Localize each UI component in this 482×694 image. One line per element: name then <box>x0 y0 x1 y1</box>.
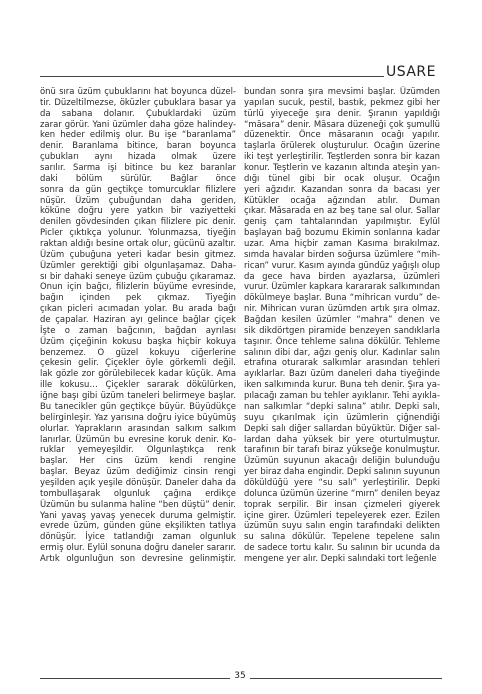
text-line: Onun için bağcı, filizlerin büyüme evresinde, <box>40 281 236 292</box>
text-line: yeşilden açık yeşile dönüşür. Daneler daha da <box>40 476 236 487</box>
text-line: Bağdan kesilen üzümler “mahra” denen ve <box>244 314 440 325</box>
text-line: suyu çıkarılmak için üzümlerin çiğnendiği <box>244 411 440 422</box>
text-line: evrede üzüm, günden güne ekşilikten tatlıya <box>40 520 236 531</box>
text-line: nan salkımlar “depki salına” atılır. Depki salı, <box>244 400 440 411</box>
right-text-column <box>244 86 440 564</box>
text-line: rican” vurur. Kasım ayında gündüz yağışlı olup <box>244 259 440 270</box>
text-line: ruklar yemeyeşildir. Olgunlaştıkça renk <box>40 444 236 455</box>
text-line: tarafının bir tarafı biraz yükseğe konulmuştur. <box>244 444 440 455</box>
text-line: iki teşt yerleştirilir. Teştlerden sonra bir kazan <box>244 151 440 162</box>
header-rule <box>40 76 384 77</box>
text-line: dönüşür. İyice tatlandığı zaman olgunluk <box>40 531 236 542</box>
text-line: dolunca üzümün üzerine “mırn” denilen beyaz <box>244 487 440 498</box>
text-line: olurlar. Yaprakların arasından salkım salkım <box>40 422 236 433</box>
text-line: da gece hava birden ayazlarsa, üzümleri <box>244 270 440 281</box>
text-line: Picler çıktıkça yolunur. Yolunmazsa, tiyeğin <box>40 227 236 238</box>
text-line: de sadece tortu kalır. Su salının bir ucunda da <box>244 542 440 553</box>
text-line: lardan daha yüksek bir yere oturtulmuştur. <box>244 433 440 444</box>
text-line: çekesin gelir. Çiçekler öyle görkemli değil. <box>40 357 236 368</box>
text-line: sarılır. Sarma işi bitince bu kez baranlar <box>40 162 236 173</box>
left-text-column <box>40 86 236 564</box>
text-line: Üzüm çubuğuna yeteri kadar besin gitmez. <box>40 248 236 259</box>
footer-rule-right <box>250 678 442 679</box>
text-line: raktan aldığı besine ortak olur, gücünü azaltır. <box>40 238 236 249</box>
text-line: Üzümün suyunun akacağı deliğin bulunduğu <box>244 455 440 466</box>
text-line: yapılan sucuk, pestil, bastık, pekmez gibi her <box>244 96 440 107</box>
text-line: pılacağı zaman bu tehler ayıklanır. Tehi ayıkla- <box>244 390 440 401</box>
text-line: mengene yer alır. Depki salındaki tort leğenle <box>244 552 437 563</box>
text-line: çıkan picleri acımadan yolar. Bu arada bağı <box>40 303 236 314</box>
text-line: tir. Düzeltilmezse, öküzler çubuklara basar ya <box>40 96 236 107</box>
text-line: lanırlar. Üzümün bu evresine koruk denir. Ko- <box>40 433 236 444</box>
text-line: yeri ağzıdır. Kazandan sonra da bacası yer <box>244 183 440 194</box>
text-line: etrafına oturarak salkımlar arasından tehleri <box>244 357 440 368</box>
text-line: köküne doğru yere yatkın bir vaziyetteki <box>40 205 236 216</box>
text-line: Üzüm çiçeğinin kokusu başka hiçbir kokuya <box>40 335 236 346</box>
text-line: yer biraz daha engindir. Depki salının suyunun <box>244 466 440 477</box>
text-line: de çapalar. Haziran ayı gelince bağlar çiçek <box>40 314 236 325</box>
text-line: Kütükler ocağa ağzından atılır. Duman <box>244 194 440 205</box>
text-line: Üzümler gerektiği gibi olgunlaşamaz. Daha- <box>40 259 236 270</box>
text-line: düzenektir. Önce māsaranın ocağı yapılır. <box>244 129 440 140</box>
text-line: dığı tünel gibi bir ocak oluşur. Ocağın <box>244 172 440 183</box>
text-line: İşte o zaman bağcının, bağdan ayrılası <box>40 324 236 335</box>
text-line: ille kokusu… Çiçekler sararak dökülürken, <box>40 379 236 390</box>
text-line: sonra da gün geçtikçe tomurcuklar filizlere <box>40 183 236 194</box>
text-line: bundan sonra şıra mevsimi başlar. Üzümden <box>244 86 440 96</box>
text-line: salının dibi dar, ağzı geniş olur. Kadınlar salın <box>244 346 440 357</box>
text-line: dökülmeye başlar. Buna “mihrican vurdu” de- <box>244 292 440 303</box>
text-line: Üzümün bu sulanma haline “ben düştü” denir. <box>40 498 236 509</box>
text-line: Artık olgunluğun son devresine gelinmiştir. <box>40 552 236 563</box>
text-line: lak gözle zor görülebilecek kadar küçük. Ama <box>40 368 236 379</box>
text-line: sımda havalar birden soğursa üzümlere “mih- <box>244 248 440 259</box>
text-line: denilen gövdesinden çıkan filizlere pic denir. <box>40 216 236 227</box>
text-line: çıkar. Māsarada en az beş tane sal olur. Sallar <box>244 205 440 216</box>
text-line: taşlarla örülerek oluşturulur. Ocağın üzerine <box>244 140 440 151</box>
text-line: ken heder edilmiş olur. Bu işe “baranlama” <box>40 129 236 140</box>
text-line: geniş çam tahtalarından yapılmıştır. Eylül <box>244 216 440 227</box>
text-line: konur. Teştlerin ve kazanın altında ateşin yan- <box>244 162 440 173</box>
text-line: içine girer. Üzümleri tepeleyerek ezer. Ezilen <box>244 509 440 520</box>
text-line: ermiş olur. Eylül sonuna doğru daneler sararır. <box>40 542 236 553</box>
text-line: çubukları aynı hizada olmak üzere <box>40 151 236 162</box>
text-line: türlü yiyeceğe şıra denir. Şıranın yapıldığı <box>244 107 440 118</box>
text-line: belirginleşir. Yaz yarısına doğru iyice büyümüş <box>40 411 236 422</box>
text-line: toprak serpilir. Bir insan çizmeleri giyerek <box>244 498 440 509</box>
text-line: döküldüğü yere “su salı” yerleştirilir. Depki <box>244 476 440 487</box>
text-line: nüşür. Üzüm çubuğundan daha geriden, <box>40 194 236 205</box>
text-line: ayıklarlar. Bazı üzüm daneleri daha tiyeğinde <box>244 368 440 379</box>
text-line: uzar. Ama hiçbir zaman Kasıma bırakılmaz. <box>244 238 440 249</box>
running-header-title: USARE <box>385 64 436 80</box>
page-number: 35 <box>234 671 246 681</box>
text-line: benzemez. O güzel kokuyu ciğerlerine <box>40 346 236 357</box>
text-line: üzümün suyu salın engin tarafındaki delikten <box>244 520 440 531</box>
text-line: Depki salı diğer sallardan büyüktür. Diğer sal- <box>244 422 440 433</box>
text-line: başlar. Beyaz üzüm dediğimiz cinsin rengi <box>40 466 236 477</box>
text-line: da sabana dolanır. Çubuklardaki üzüm <box>40 107 236 118</box>
text-line: vurur. Üzümler kapkara karararak salkımından <box>244 281 440 292</box>
text-line: “māsara” denir. Māsara düzeneği çok şumullü <box>244 118 440 129</box>
text-line: başlayan bağ bozumu Ekimin sonlarına kadar <box>244 227 440 238</box>
text-line: sı bir dahaki seneye üzüm çubuğu çıkaramaz. <box>40 270 236 281</box>
text-line: iğne başı gibi üzüm taneleri belirmeye başlar. <box>40 390 236 401</box>
text-line: taşınır. Önce tehleme salına dökülür. Tehleme <box>244 335 440 346</box>
text-line: sik dikdörtgen piramide benzeyen sandıklarla <box>244 324 440 335</box>
text-line: bağın içinden pek çıkmaz. Tiyeğin <box>40 292 236 303</box>
text-line: Bu tanecikler gün geçtikçe büyür. Büyüdükçe <box>40 400 236 411</box>
text-line: Yani yavaş yavaş yenecek duruma gelmiştir. <box>40 509 236 520</box>
text-line: su salına dökülür. Tepelene tepelene salın <box>244 531 440 542</box>
text-line: nir. Mihrican vuran üzümden artık şıra olmaz. <box>244 303 440 314</box>
text-line: daki bölüm sürülür. Bağlar önce <box>40 172 236 183</box>
text-line: önü sıra üzüm çubuklarını hat boyunca düzel- <box>40 86 236 96</box>
text-line: başlar. Her cins üzüm kendi rengine <box>40 455 236 466</box>
text-line: zarar görür. Yani üzümler daha göze halindey- <box>40 118 236 129</box>
footer-rule-left <box>40 678 230 679</box>
text-line: denir. Baranlama bitince, baran boyunca <box>40 140 236 151</box>
text-line: iken salkımında kurur. Buna teh denir. Şıra ya- <box>244 379 440 390</box>
text-line: tombullaşarak olgunluk çağına erdikçe <box>40 487 236 498</box>
